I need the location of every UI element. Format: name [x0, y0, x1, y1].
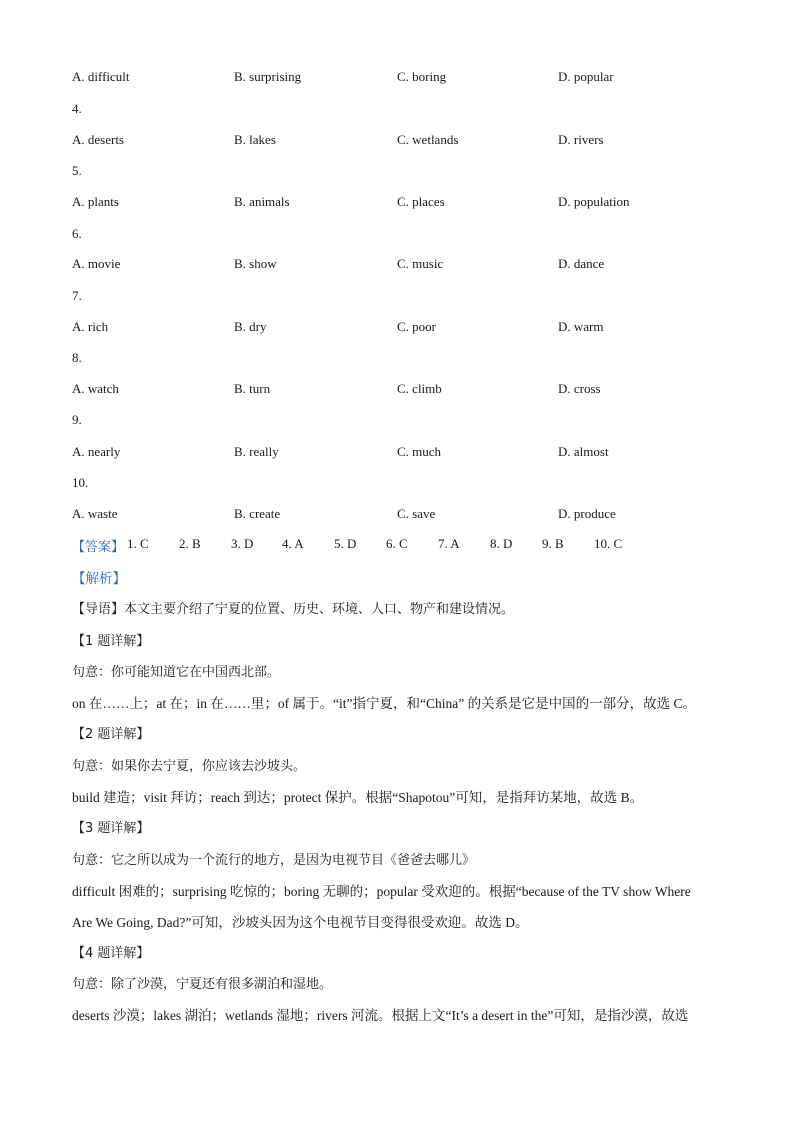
explanation-line: on 在……上；at 在；in 在……里；of 属于。“it”指宁夏，和“China” 的关系是它是中国的一部分，故选 C。: [72, 696, 696, 711]
explanation-line: build 建造；visit 拜访；reach 到达；protect 保护。根据“Shapotou”可知，是指拜访某地，故选 B。: [72, 790, 644, 805]
option-row: [0, 132, 794, 154]
option-item: D. dance: [558, 256, 605, 271]
option-item: D. almost: [558, 444, 609, 459]
option-item: B. really: [234, 444, 279, 459]
option-item: B. dry: [234, 319, 267, 334]
question-number: 4.: [72, 101, 82, 116]
explanation-line: 句意：你可能知道它在中国西北部。: [72, 665, 281, 680]
option-item: A. plants: [72, 194, 119, 209]
answer-item: 2. B: [179, 536, 201, 551]
answer-item: 6. C: [386, 536, 408, 551]
option-item: B. surprising: [234, 69, 302, 84]
option-item: B. lakes: [234, 132, 276, 147]
option-row: [0, 506, 794, 528]
option-item: B. create: [234, 506, 281, 521]
option-item: C. much: [397, 444, 442, 459]
question-number: 5.: [72, 163, 82, 178]
option-item: A. waste: [72, 506, 118, 521]
option-item: D. cross: [558, 381, 601, 396]
answer-line: [72, 536, 623, 555]
option-item: A. watch: [72, 381, 119, 396]
option-item: C. boring: [397, 69, 447, 84]
explanation-line: Are We Going, Dad?”可知，沙坡头因为这个电视节目变得很受欢迎。故选 D。: [72, 915, 529, 930]
explanation-line: 句意：它之所以成为一个流行的地方，是因为电视节目《爸爸去哪儿》: [72, 853, 476, 868]
option-item: C. places: [397, 194, 445, 209]
option-row: [0, 69, 794, 91]
explanation-line: 【2 题详解】: [72, 727, 150, 742]
option-row: [0, 444, 794, 466]
answer-item: 9. B: [542, 536, 564, 551]
answer-item: 3. D: [231, 536, 254, 551]
answer-item: 10. C: [594, 536, 623, 551]
option-item: D. population: [558, 194, 630, 209]
question-number: 6.: [72, 226, 82, 241]
option-item: D. warm: [558, 319, 604, 334]
explanation-line: 【3 题详解】: [72, 821, 150, 836]
option-item: C. save: [397, 506, 436, 521]
option-item: B. show: [234, 256, 277, 271]
question-number: 10.: [72, 475, 89, 490]
option-item: C. climb: [397, 381, 442, 396]
explanation-line: deserts 沙漠；lakes 湖泊；wetlands 湿地；rivers 河流。根据上文“It’s a desert in the”可知，是指沙漠，故选: [72, 1008, 689, 1023]
explanation-line: difficult 困难的；surprising 吃惊的；boring 无聊的；popular 受欢迎的。根据“because of the TV show Where: [72, 884, 691, 899]
option-row: [0, 319, 794, 341]
option-item: D. produce: [558, 506, 616, 521]
option-item: C. poor: [397, 319, 436, 334]
option-item: A. movie: [72, 256, 121, 271]
option-item: A. difficult: [72, 69, 130, 84]
answer-tag: 【答案】: [72, 540, 125, 555]
option-item: B. animals: [234, 194, 290, 209]
option-item: A. deserts: [72, 132, 124, 147]
answer-item: 4. A: [282, 536, 304, 551]
analysis-tag: 【解析】: [72, 571, 126, 587]
answer-item: 7. A: [438, 536, 460, 551]
explanation-line: 【导语】本文主要介绍了宁夏的位置、历史、环境、人口、物产和建设情况。: [72, 602, 515, 617]
explanation-line: 【4 题详解】: [72, 946, 150, 961]
question-number: 7.: [72, 288, 82, 303]
question-number: 8.: [72, 350, 82, 365]
option-row: [0, 381, 794, 403]
option-item: B. turn: [234, 381, 271, 396]
answer-item: 1. C: [127, 536, 149, 551]
answer-item: 8. D: [490, 536, 513, 551]
option-item: C. wetlands: [397, 132, 459, 147]
answer-item: 5. D: [334, 536, 357, 551]
option-item: A. nearly: [72, 444, 121, 459]
explanation-line: 句意：如果你去宁夏，你应该去沙坡头。: [72, 759, 307, 774]
option-item: C. music: [397, 256, 444, 271]
option-row: [0, 194, 794, 216]
explanation-line: 【1 题详解】: [72, 634, 150, 649]
option-item: D. rivers: [558, 132, 604, 147]
explanation-line: 句意：除了沙漠，宁夏还有很多湖泊和湿地。: [72, 977, 333, 992]
option-item: A. rich: [72, 319, 109, 334]
option-item: D. popular: [558, 69, 614, 84]
question-number: 9.: [72, 412, 82, 427]
option-row: [0, 256, 794, 278]
